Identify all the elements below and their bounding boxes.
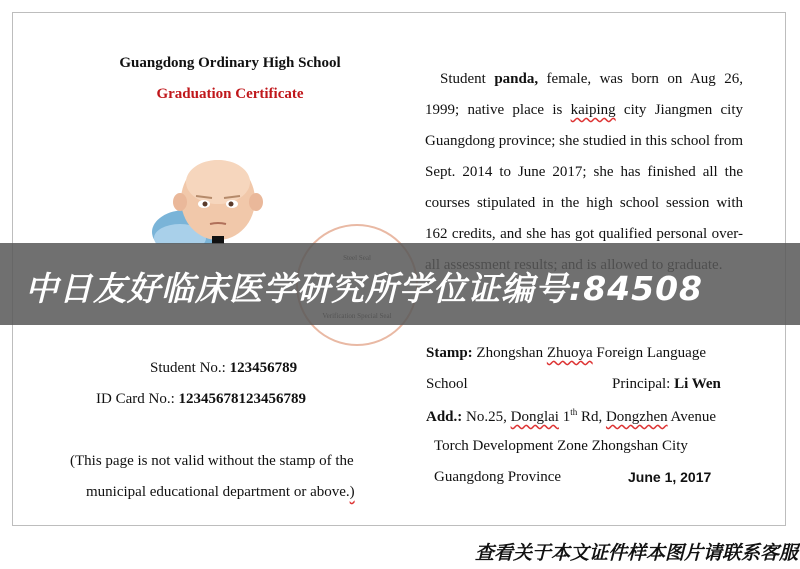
principal-label: Principal: xyxy=(612,376,675,392)
address-c: Avenue xyxy=(667,409,717,425)
baby-boss-photo-icon xyxy=(150,152,300,244)
stamp-text-wavy: Zhuoya xyxy=(546,345,593,361)
student-number-value: 123456789 xyxy=(229,360,298,376)
paragraph-part-3: city Jiangmen city Guangdong province; she studied in this school from Sept. 2014 to June 2017; she has finished all the courses stipulated in the high school session with 162 credits, and she has got qualified personal over- xyxy=(425,102,743,242)
student-number xyxy=(150,360,297,377)
address-wavy-2: Dongzhen xyxy=(605,409,668,425)
address-label: Add.: xyxy=(426,409,463,425)
stamp-school: School xyxy=(426,376,468,392)
student-name: panda, xyxy=(494,71,539,87)
validity-note-close: ) xyxy=(349,484,355,500)
id-card-label: ID Card No.: xyxy=(96,391,179,407)
stamp-text-a: Zhongshan xyxy=(472,345,547,361)
address-wavy-1: Donglai xyxy=(510,409,559,425)
stamp-label: Stamp: xyxy=(426,345,473,361)
student-number-label: Student No.: xyxy=(150,360,230,376)
school-principal-line xyxy=(426,376,736,393)
paragraph-part-1: Student xyxy=(440,71,495,87)
validity-note-line-2 xyxy=(86,484,355,501)
id-card-number xyxy=(96,391,306,408)
validity-note-line-1: (This page is not valid without the stamp of the xyxy=(70,453,354,469)
address-num: 1 xyxy=(558,409,571,425)
paragraph-part-2: female, was born on Aug 26, 1999; native place is xyxy=(425,71,743,118)
validity-note-text: municipal educational department or above. xyxy=(86,484,350,500)
address-line-3: Guangdong Province xyxy=(434,469,562,485)
address-sup: th xyxy=(570,407,578,417)
id-card-value: 12345678123456789 xyxy=(178,391,306,407)
address-line-1 xyxy=(426,407,716,426)
principal-name: Li Wen xyxy=(674,376,721,392)
stamp-line xyxy=(426,345,706,362)
contact-service-link[interactable]: 查看关于本文证件样本图片请联系客服 xyxy=(474,542,798,564)
watermark-banner xyxy=(0,243,800,325)
school-name: Guangdong Ordinary High School xyxy=(119,55,341,71)
native-place: kaiping xyxy=(570,102,616,118)
address-a: No.25, xyxy=(462,409,511,425)
issue-date: June 1, 2017 xyxy=(628,469,712,485)
address-b: Rd, xyxy=(577,409,606,425)
student-photo xyxy=(150,152,300,244)
principal xyxy=(612,376,721,393)
address-line-2: Torch Development Zone Zhongshan City xyxy=(434,438,688,454)
stamp-text-b: Foreign Language xyxy=(592,345,706,361)
certificate-title: Graduation Certificate xyxy=(156,86,304,102)
banner-text: 中日友好临床医学研究所学位证编号:84508 xyxy=(25,269,704,308)
